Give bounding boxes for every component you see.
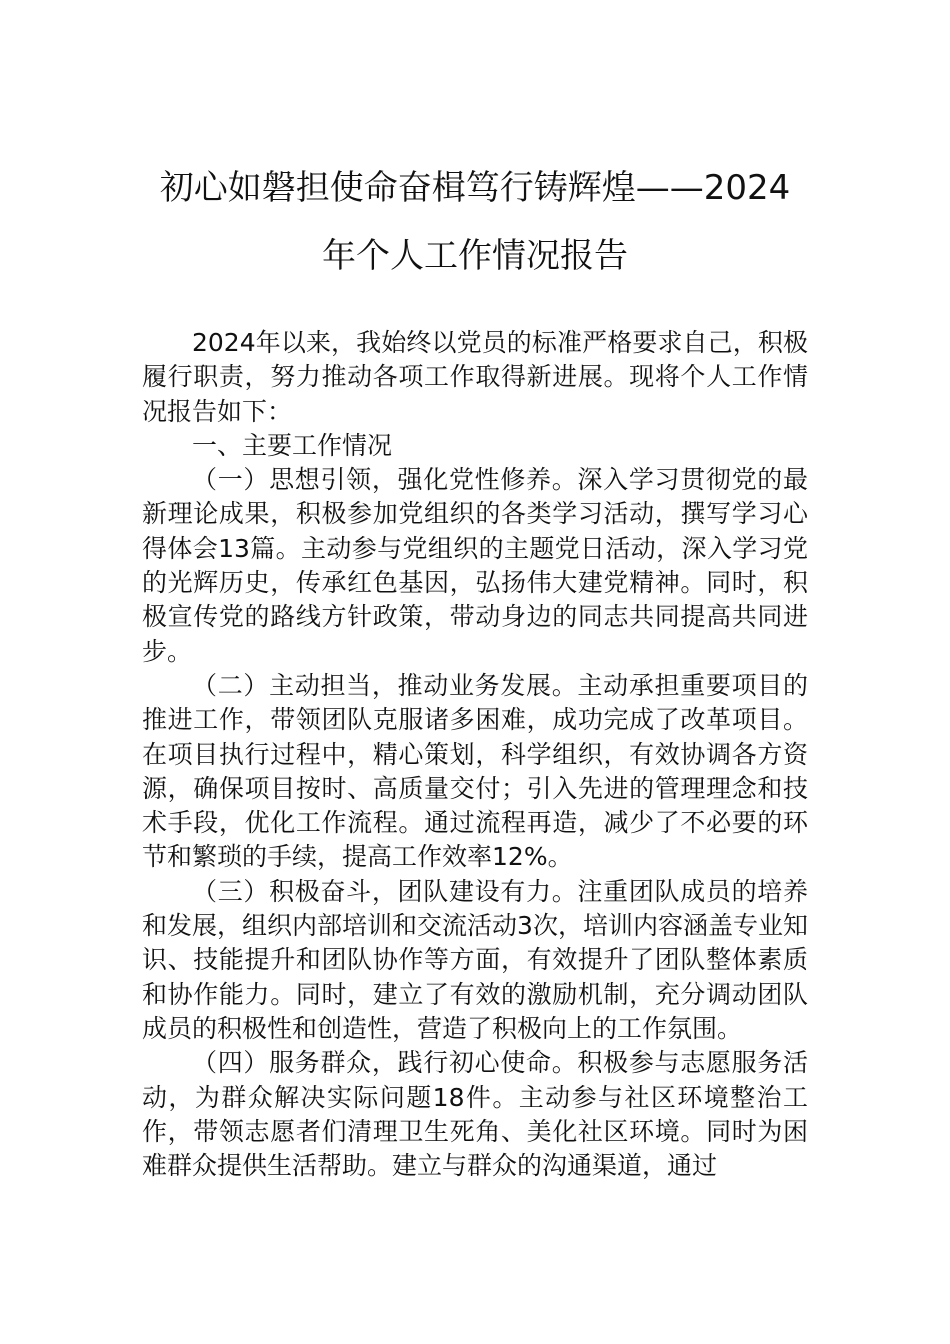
paragraph-team-building: （三）积极奋斗，团队建设有力。注重团队成员的培养和发展，组织内部培训和交流活动3次，培训内容涵盖专业知识、技能提升和团队协作等方面，有效提升了团队整体素质和协作能力。同时，建立了有效的激励机制，充分调动团队成员的积极性和创造性，营造了积极向上的工作氛围。 — [142, 876, 808, 1043]
document-body — [142, 326, 808, 1183]
paragraph-ideological-guidance: （一）思想引领，强化党性修养。深入学习贯彻党的最新理论成果，积极参加党组织的各类学习活动，撰写学习心得体会13篇。主动参与党组织的主题党日活动，深入学习党的光辉历史，传承红色基因，弘扬伟大建党精神。同时，积极宣传党的路线方针政策，带动身边的同志共同提高共同进步。 — [142, 465, 808, 666]
intro-paragraph: 2024年以来，我始终以党员的标准严格要求自己，积极履行职责，努力推动各项工作取得新进展。现将个人工作情况报告如下： — [142, 328, 808, 426]
section-heading-main-work: 一、主要工作情况 — [192, 430, 393, 460]
document-title-line-1: 初心如磐担使命奋楫笃行铸辉煌——2024 — [159, 168, 791, 208]
document-title-line-2: 年个人工作情况报告 — [322, 236, 628, 276]
paragraph-business-development: （二）主动担当，推动业务发展。主动承担重要项目的推进工作，带领团队克服诸多困难，成功完成了改革项目。在项目执行过程中，精心策划，科学组织，有效协调各方资源，确保项目按时、高质量交付；引入先进的管理理念和技术手段，优化工作流程。通过流程再造，减少了不必要的环节和繁琐的手续，提高工作效率12%。 — [142, 670, 808, 872]
paragraph-serving-the-people: （四）服务群众，践行初心使命。积极参与志愿服务活动，为群众解决实际问题18件。主动参与社区环境整治工作，带领志愿者们清理卫生死角、美化社区环境。同时为困难群众提供生活帮助。建立与群众的沟通渠道，通过 — [142, 1048, 808, 1181]
